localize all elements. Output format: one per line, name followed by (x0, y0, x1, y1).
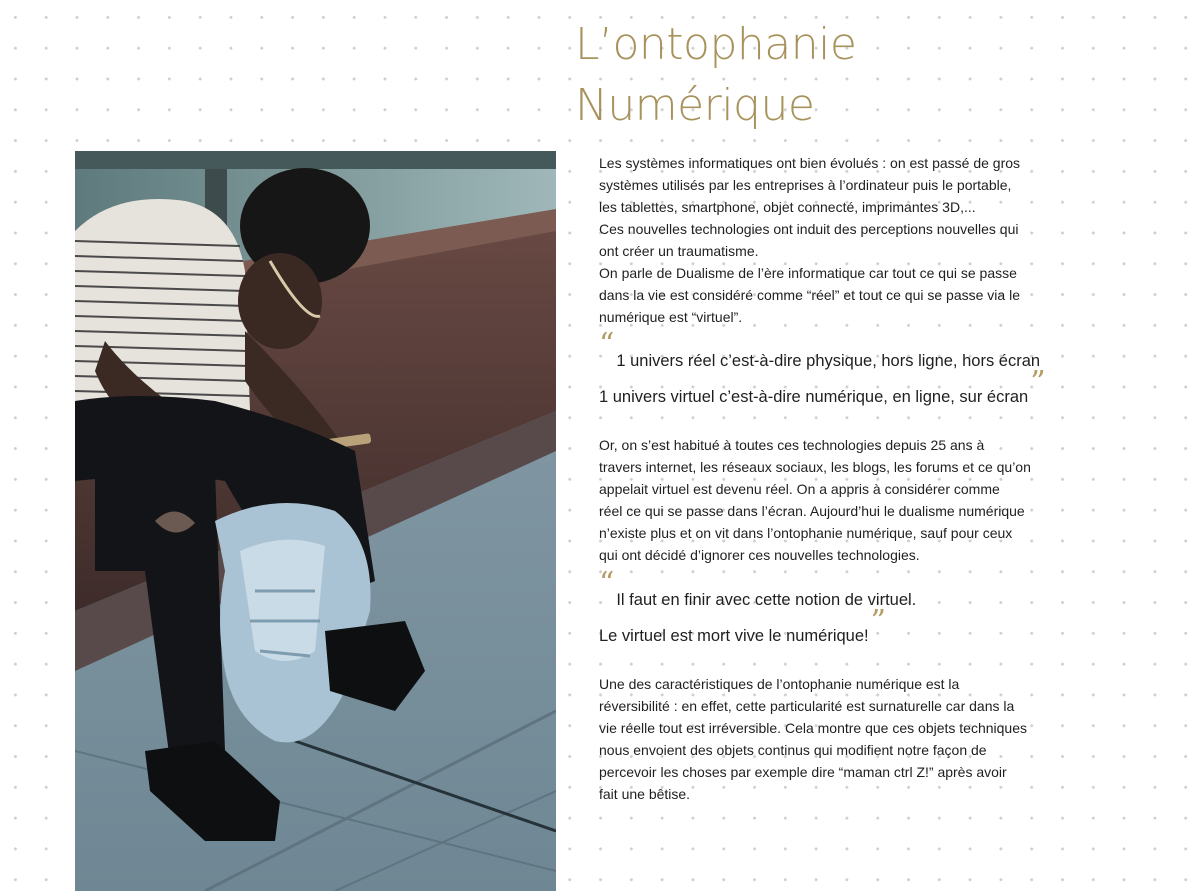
paragraph-line: percevoir les choses par exemple dire “maman ctrl Z!” après avoir (599, 764, 1007, 780)
quote-2 (599, 566, 1059, 654)
quote-text: Le virtuel est mort vive le numérique! (599, 627, 869, 645)
quote-line (599, 566, 1059, 618)
quote-line (599, 604, 1059, 654)
page-title-line-2: Numérique (575, 80, 815, 131)
paragraph-line: dans la vie est considéré comme “réel” et tout ce qui se passe via le (599, 287, 1020, 303)
paragraph-line: nous envoient des objets continus qui modifient notre façon de (599, 742, 987, 758)
paragraph-line: On parle de Dualisme de l’ère informatique car tout ce qui se passe (599, 265, 1017, 281)
paragraph-line: ont créer un traumatisme. (599, 243, 759, 259)
paragraph-line: Ces nouvelles technologies ont induit des perceptions nouvelles qui (599, 221, 1019, 237)
paragraph-line: réel ce qui se passe dans l’écran. Aujourd’hui le dualisme numérique (599, 503, 1025, 519)
paragraph-line: Or, on s’est habitué à toutes ces technologies depuis 25 ans à (599, 437, 985, 453)
quote-text: 1 univers virtuel c’est-à-dire numérique, en ligne, sur écran (599, 388, 1029, 406)
article-photo (75, 151, 556, 891)
paragraph-line: Une des caractéristiques de l’ontophanie numérique est la (599, 676, 960, 692)
paragraph-line: fait une bêtise. (599, 786, 691, 802)
article-content (599, 152, 1059, 805)
paragraph-line: travers internet, les réseaux sociaux, les blogs, les forums et ce qu’on (599, 459, 1031, 475)
paragraph-line: Les systèmes informatiques ont bien évolués : on est passé de gros (599, 155, 1021, 171)
paragraph-3 (599, 673, 1059, 805)
page-title-line-1: L’ontophanie (575, 19, 857, 70)
paragraph-line: réversibilité : en effet, cette particularité est surnaturelle car dans la (599, 698, 1015, 714)
paragraph-line: vie réelle tout est irréversible. Cela montre que ces objets techniques (599, 720, 1027, 736)
open-quote-icon: “ (599, 566, 615, 601)
paragraph-line: n’existe plus et on vit dans l’ontophanie numérique, sauf pour ceux (599, 525, 1013, 541)
quote-line (599, 327, 1059, 379)
quote-text: Il faut en finir avec cette notion de virtuel. (616, 591, 917, 609)
paragraph-line: les tablettes, smartphone, objet connecté, imprimantes 3D,... (599, 199, 976, 215)
paragraph-line: appelait virtuel est devenu réel. On a appris à considérer comme (599, 481, 1000, 497)
quote-1 (599, 327, 1059, 415)
close-quote-icon: ” (870, 604, 886, 639)
photo-man-with-phone-icon (75, 151, 556, 891)
paragraph-line: qui ont décidé d’ignorer ces nouvelles technologies. (599, 547, 920, 563)
quote-line (599, 365, 1059, 415)
page-title (575, 14, 856, 136)
quote-text: 1 univers réel c’est-à-dire physique, hors ligne, hors écran (616, 352, 1041, 370)
close-quote-icon: ” (1030, 365, 1046, 400)
paragraph-1 (599, 152, 1059, 328)
paragraph-line: systèmes utilisés par les entreprises à l’ordinateur puis le portable, (599, 177, 1012, 193)
paragraph-2 (599, 434, 1059, 566)
open-quote-icon: “ (599, 327, 615, 362)
paragraph-line: numérique est “virtuel”. (599, 309, 743, 325)
